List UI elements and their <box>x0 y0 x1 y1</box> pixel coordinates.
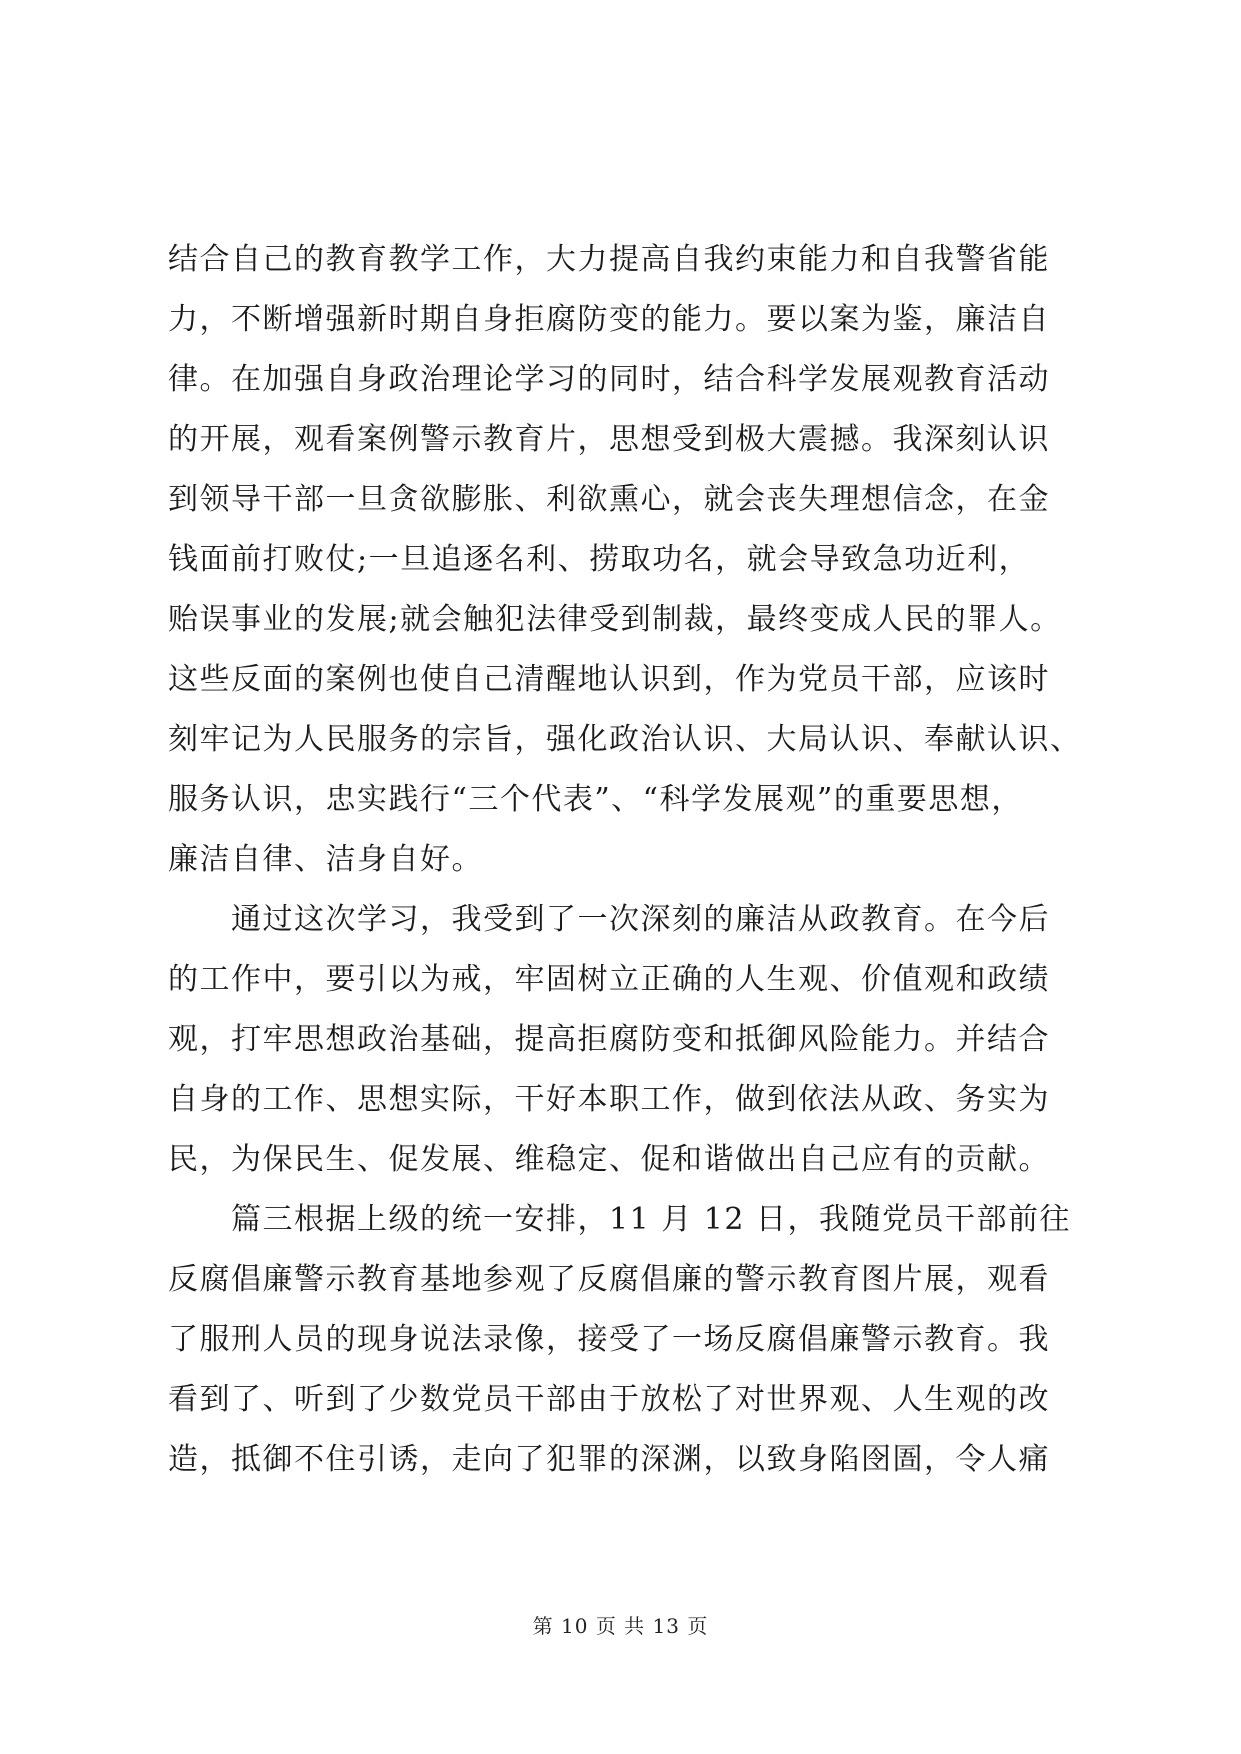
text-line: 自身的工作、思想实际，干好本职工作，做到依法从政、务实为 <box>168 1082 1050 1117</box>
text-line: 力，不断增强新时期自身拒腐防变的能力。要以案为鉴，廉洁自 <box>168 302 1050 337</box>
text-line: 结合自己的教育教学工作，大力提高自我约束能力和自我警省能 <box>168 242 1050 277</box>
text-line: 篇三根据上级的统一安排，11 月 12 日，我随党员干部前往 <box>168 1202 1071 1237</box>
text-line: 钱面前打败仗;一旦追逐名利、捞取功名，就会导致急功近利， <box>168 542 1031 577</box>
text-line: 看到了、听到了少数党员干部由于放松了对世界观、人生观的改 <box>168 1382 1050 1417</box>
text-line: 观，打牢思想政治基础，提高拒腐防变和抵御风险能力。并结合 <box>168 1022 1050 1057</box>
text-line: 这些反面的案例也使自己清醒地认识到，作为党员干部，应该时 <box>168 662 1050 697</box>
text-line: 刻牢记为人民服务的宗旨，强化政治认识、大局认识、奉献认识、 <box>168 722 1082 757</box>
text-line: 通过这次学习，我受到了一次深刻的廉洁从政教育。在今后 <box>168 902 1050 937</box>
body-text <box>168 230 1082 1490</box>
text-line: 到领导干部一旦贪欲膨胀、利欲熏心，就会丧失理想信念，在金 <box>168 482 1050 517</box>
text-line: 反腐倡廉警示教育基地参观了反腐倡廉的警示教育图片展，观看 <box>168 1262 1050 1297</box>
text-line: 贻误事业的发展;就会触犯法律受到制裁，最终变成人民的罪人。 <box>168 602 1062 637</box>
page-number-footer: 第 10 页 共 13 页 <box>532 1614 709 1638</box>
text-line: 的开展，观看案例警示教育片，思想受到极大震撼。我深刻认识 <box>168 422 1050 457</box>
text-line: 造，抵御不住引诱，走向了犯罪的深渊，以致身陷囹圄，令人痛 <box>168 1442 1050 1477</box>
text-line: 律。在加强自身政治理论学习的同时，结合科学发展观教育活动 <box>168 362 1050 397</box>
text-line: 了服刑人员的现身说法录像，接受了一场反腐倡廉警示教育。我 <box>168 1322 1050 1357</box>
text-line: 服务认识，忠实践行“三个代表”、“科学发展观”的重要思想， <box>168 782 1023 817</box>
text-line: 民，为保民生、促发展、维稳定、促和谐做出自己应有的贡献。 <box>168 1142 1050 1177</box>
text-line: 廉洁自律、洁身自好。 <box>168 842 483 877</box>
text-line: 的工作中，要引以为戒，牢固树立正确的人生观、价值观和政绩 <box>168 962 1050 997</box>
